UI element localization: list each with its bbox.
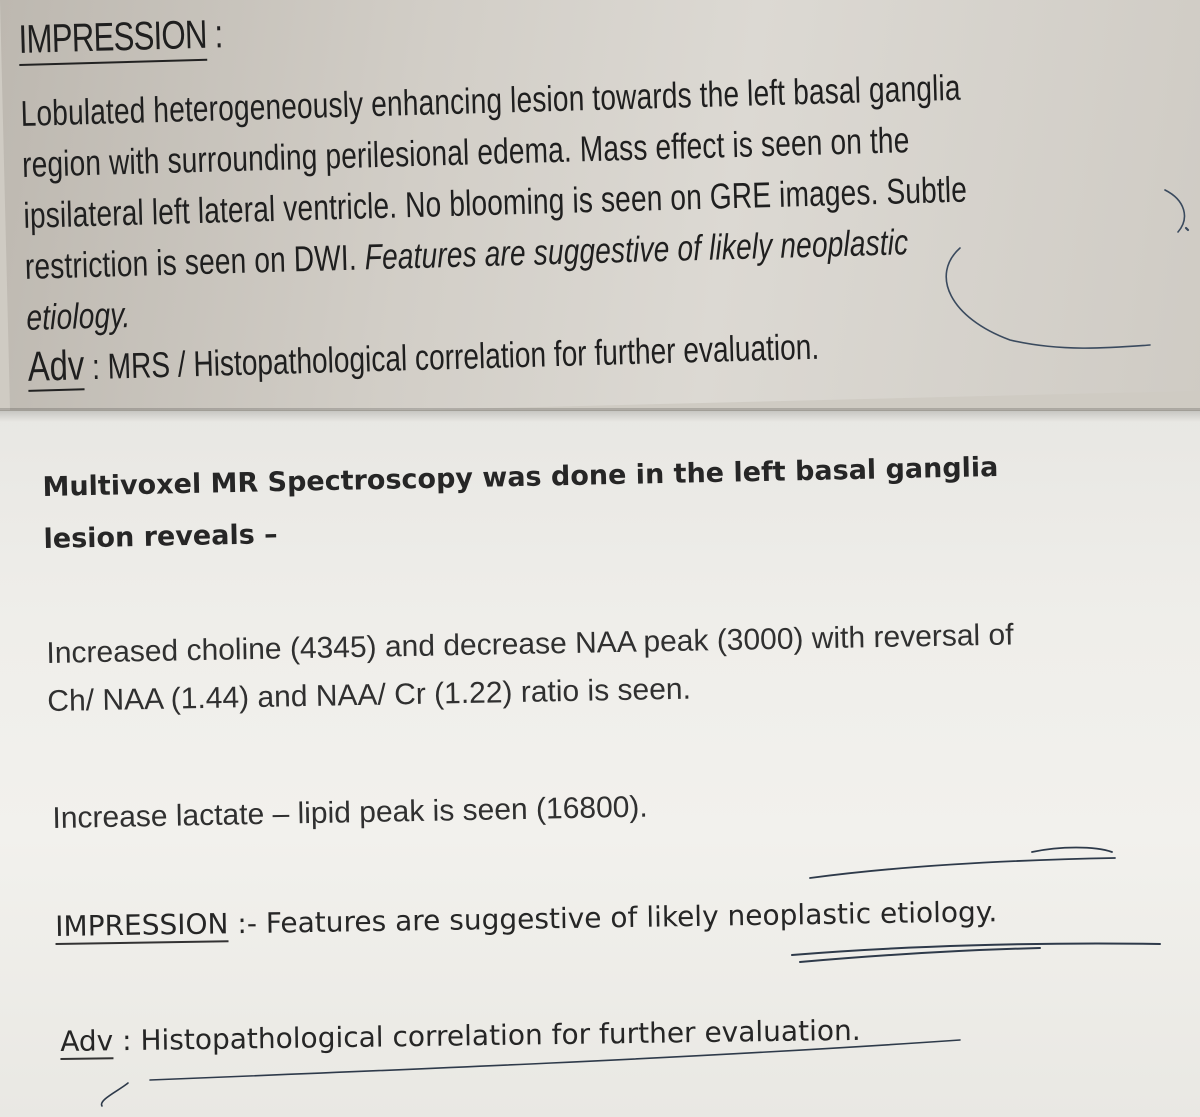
finding-1-line-2: Ch/ NAA (1.44) and NAA/ Cr (1.22) ratio is seen.: [47, 672, 692, 718]
finding-1-line-1: Increased choline (4345) and decrease NAA peak (3000) with reversal of: [46, 618, 1014, 670]
lactate-lipid-finding: Increase lactate – lipid peak is seen (16800).: [52, 790, 649, 835]
impression-line-5: etiology.: [25, 293, 131, 338]
impression-label-bottom: IMPRESSION: [55, 907, 229, 943]
impression-paragraph: [20, 56, 1181, 343]
advice-label-top: Adv: [27, 341, 85, 390]
advice-line-bottom: Adv : Histopathological correlation for further evaluation.: [60, 1013, 861, 1058]
impression-line-1: Lobulated heterogeneously enhancing lesion towards the left basal ganglia: [20, 66, 962, 134]
impression-line-4: restriction is seen on DWI. Features are suggestive of likely neoplastic: [24, 221, 909, 287]
impression-line-bottom: IMPRESSION :- Features are suggestive of likely neoplastic etiology.: [55, 895, 998, 943]
impression-heading-top: IMPRESSION :: [18, 0, 924, 63]
impression-line-3: ipsilateral left lateral ventricle. No blooming is seen on GRE images. Subtle: [22, 168, 968, 236]
impression-conclusion-italic: Features are suggestive of likely neoplastic: [364, 221, 909, 278]
spectroscopy-intro: [42, 442, 1000, 566]
choline-naa-finding: [46, 611, 1015, 726]
spectroscopy-intro-line-2: lesion reveals –: [43, 519, 278, 555]
advice-line-top: Adv : MRS / Histopathological correlation for further evaluation.: [27, 325, 820, 390]
sheet-overlap-shadow: [0, 408, 1200, 422]
advice-label-bottom: Adv: [60, 1024, 114, 1058]
spectroscopy-intro-line-1: Multivoxel MR Spectroscopy was done in the left basal ganglia: [42, 451, 999, 503]
impression-line-2: region with surrounding perilesional edema. Mass effect is seen on the: [21, 119, 910, 185]
